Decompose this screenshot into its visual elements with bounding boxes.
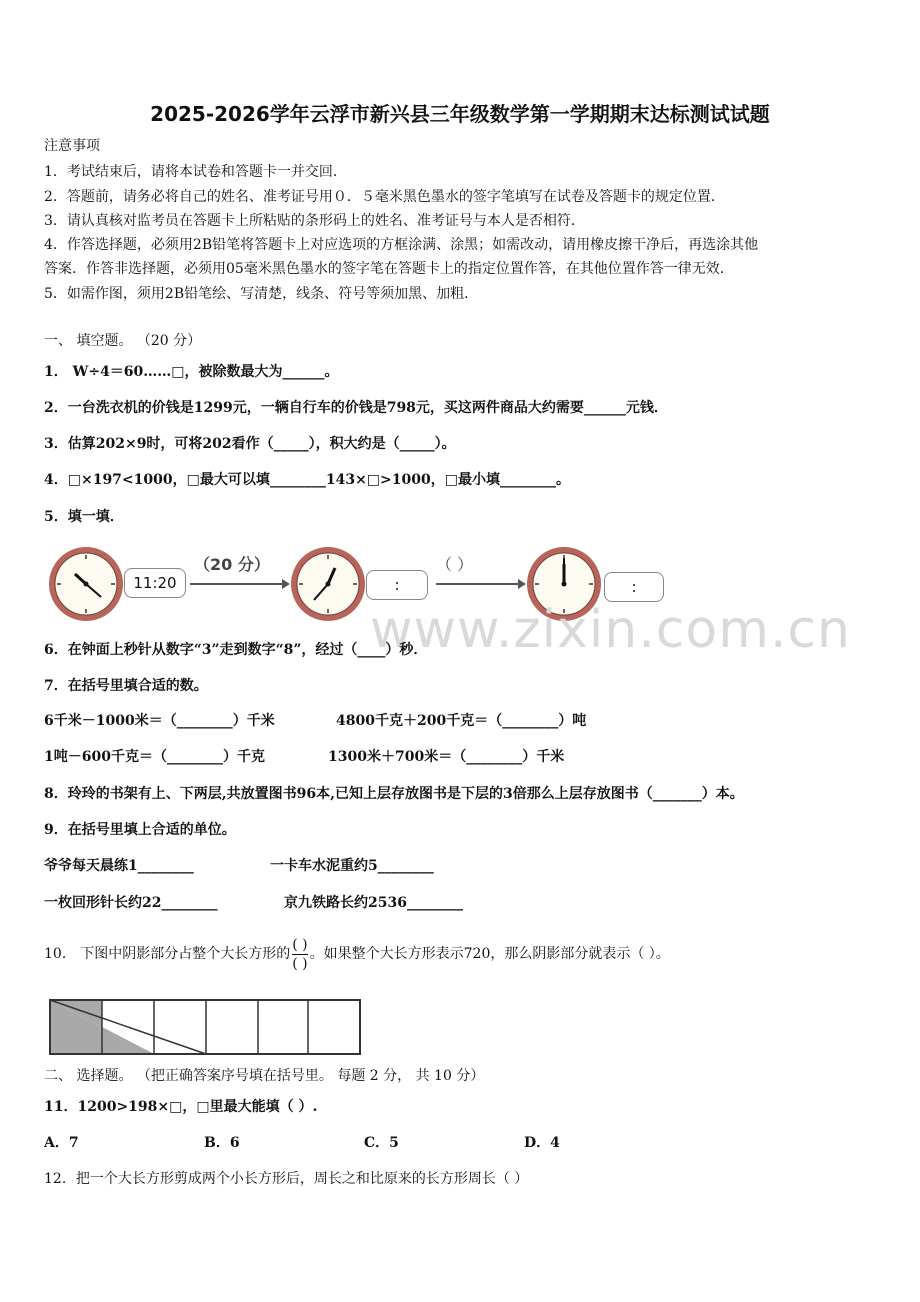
question-10 — [44, 932, 670, 976]
fraction-numerator: ( ) — [292, 936, 308, 953]
question-5: 5．填一填． — [44, 509, 124, 525]
option-c[interactable]: C．5 — [364, 1135, 399, 1151]
question-9: 9．在括号里填上合适的单位。 — [44, 822, 236, 838]
shaded-rectangle-figure — [48, 998, 364, 1056]
option-d[interactable]: D．4 — [524, 1135, 560, 1151]
time-display: 11:20 — [124, 568, 186, 598]
clock-icon — [46, 544, 126, 624]
question-11: 11．1200>198×□，□里最大能填（ ）. — [44, 1099, 318, 1115]
question-3: 3．估算202×9时，可将202看作（_____），积大约是（_____）。 — [44, 436, 456, 452]
option-a[interactable]: A．7 — [44, 1135, 79, 1151]
fraction-denominator: ( ) — [292, 955, 308, 972]
notice-item: 5．如需作图，须用2B铅笔绘、写清楚，线条、符号等须加黑、加粗． — [44, 286, 479, 302]
question-8: 8．玲玲的书架有上、下两层,共放置图书96本,已知上层存放图书是下层的3倍那么上层存放图书（_______）本。 — [44, 786, 744, 802]
section-heading: 一、 填空题。 （20 分） — [44, 333, 202, 349]
arrow-label: （20 分） — [194, 555, 270, 574]
question-6: 6．在钟面上秒针从数字“3”走到数字“8”，经过（____）秒． — [44, 642, 428, 658]
question-1: 1． W÷4＝60……□，被除数最大为______。 — [44, 364, 339, 380]
question-9b: 一卡车水泥重约5________ — [270, 858, 434, 874]
arrow-icon — [190, 578, 290, 590]
notice-heading: 注意事项 — [44, 138, 100, 154]
arrow-icon — [436, 578, 526, 590]
notice-item: 答案．作答非选择题，必须用05毫米黑色墨水的签字笔在答题卡上的指定位置作答，在其他位置作答一律无效． — [44, 261, 734, 277]
time-answer-box[interactable]: : — [366, 570, 428, 600]
question-7b: 4800千克＋200千克＝（________）吨 — [336, 713, 587, 729]
question-9a: 爷爷每天晨练1________ — [44, 858, 194, 874]
question-2: 2．一台洗衣机的价钱是1299元，一辆自行车的价钱是798元，买这两件商品大约需要______元钱． — [44, 400, 668, 416]
question-7c: 1吨－600千克＝（________）千克 — [44, 749, 265, 765]
question-7: 7．在括号里填合适的数。 — [44, 678, 208, 694]
notice-item: 3．请认真核对监考员在答题卡上所粘贴的条形码上的姓名、准考证号与本人是否相符． — [44, 213, 585, 229]
time-answer-box[interactable]: : — [604, 572, 664, 602]
question-4: 4．□×197<1000，□最大可以填________143×□>1000，□最小填________。 — [44, 472, 570, 488]
watermark: www.zixin.com.cn — [370, 600, 851, 660]
notice-item: 2．答题前，请务必将自己的姓名、准考证号用０．５毫米黑色墨水的签字笔填写在试卷及答题卡的规定位置． — [44, 189, 725, 205]
section-heading: 二、 选择题。 （把正确答案序号填在括号里。 每题 2 分， 共 10 分） — [44, 1068, 485, 1084]
question-10-text: 10． 下图中阴影部分占整个大长方形的 — [44, 946, 291, 962]
question-7a: 6千米－1000米＝（________）千米 — [44, 713, 275, 729]
question-9d: 京九铁路长约2536________ — [284, 895, 463, 911]
arrow-label-blank: （ ） — [436, 555, 474, 574]
option-b[interactable]: B．6 — [204, 1135, 240, 1151]
clock-icon — [288, 544, 368, 624]
notice-item: 1．考试结束后，请将本试卷和答题卡一并交回． — [44, 164, 347, 180]
question-12: 12．把一个大长方形剪成两个小长方形后，周长之和比原来的长方形周长（ ） — [44, 1171, 529, 1187]
question-9c: 一枚回形针长约22________ — [44, 895, 218, 911]
question-7d: 1300米＋700米＝（________）千米 — [328, 749, 565, 765]
page-title: 2025-2026学年云浮市新兴县三年级数学第一学期期末达标测试试题 — [150, 102, 770, 126]
fraction-blank[interactable] — [292, 936, 307, 973]
notice-item: 4．作答选择题，必须用2B铅笔将答题卡上对应选项的方框涂满、涂黑；如需改动，请用橡皮擦干净后，再选涂其他 — [44, 237, 759, 253]
question-10-text-2: 。如果整个大长方形表示720，那么阴影部分就表示（ ）。 — [309, 946, 670, 962]
